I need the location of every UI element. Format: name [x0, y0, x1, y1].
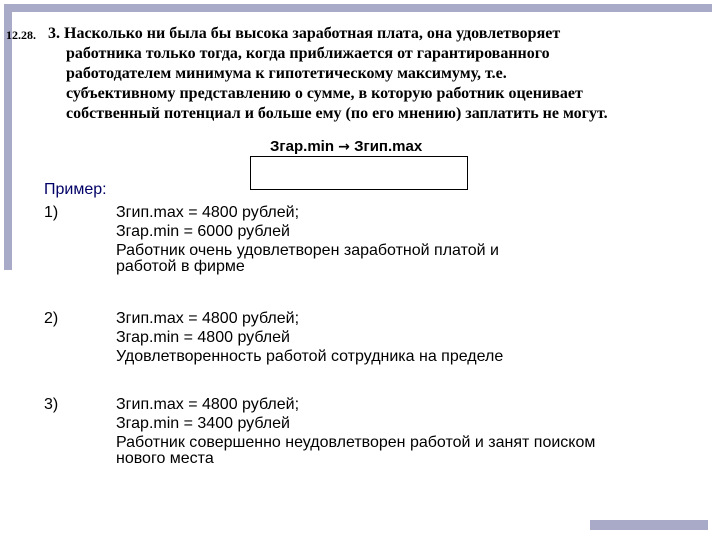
- example-index: 1): [44, 204, 59, 221]
- example-line: Згар.min = 4800 рублей: [116, 329, 290, 346]
- empty-formula-box: [250, 156, 468, 190]
- example-line: Работник совершенно неудовлетворен работой и занят поиском: [116, 434, 596, 451]
- heading-paragraph: [48, 24, 698, 124]
- formula: [270, 138, 422, 155]
- example-index: 3): [44, 396, 59, 413]
- heading-line: субъективному представлению о сумме, в которую работник оценивает: [66, 85, 583, 102]
- left-decor-bar: [4, 4, 12, 270]
- example-line: Удовлетворенность работой сотрудника на пределе: [116, 348, 504, 365]
- example-line: работой в фирме: [116, 258, 245, 275]
- example-body: [116, 395, 676, 468]
- heading-line: собственный потенциал и больше ему (по его мнению) заплатить не могут.: [66, 105, 608, 122]
- example-line: Згар.min = 3400 рублей: [116, 415, 290, 432]
- arrow-right-icon: →: [338, 139, 350, 155]
- example-line: Згип.max = 4800 рублей;: [116, 310, 300, 327]
- top-decor-bar: [8, 4, 712, 12]
- bottom-decor-bar: [590, 520, 708, 530]
- formula-left: Згар.min: [270, 138, 334, 155]
- heading-line: работодателем минимума к гипотетическому максимуму, т.е.: [66, 65, 507, 82]
- formula-right: Згип.max: [354, 138, 423, 155]
- example-line: Згар.min = 6000 рублей: [116, 223, 290, 240]
- heading-line: работника только тогда, когда приближается от гарантированного: [66, 45, 550, 62]
- heading-line-text: Насколько ни была бы высока заработная плата, она удовлетворяет: [64, 25, 561, 42]
- example-body: [116, 203, 676, 276]
- example-label: Пример:: [44, 181, 107, 198]
- example-body: [116, 309, 676, 366]
- example-line: Згип.max = 4800 рублей;: [116, 204, 300, 221]
- slide-number: 12.28.: [6, 28, 36, 42]
- heading-line: [48, 24, 698, 44]
- example-index: 2): [44, 310, 59, 327]
- heading-number: 3.: [48, 25, 60, 42]
- example-line: Згип.max = 4800 рублей;: [116, 396, 300, 413]
- example-line: Работник очень удовлетворен заработной платой и: [116, 242, 499, 259]
- example-line: нового места: [116, 450, 214, 467]
